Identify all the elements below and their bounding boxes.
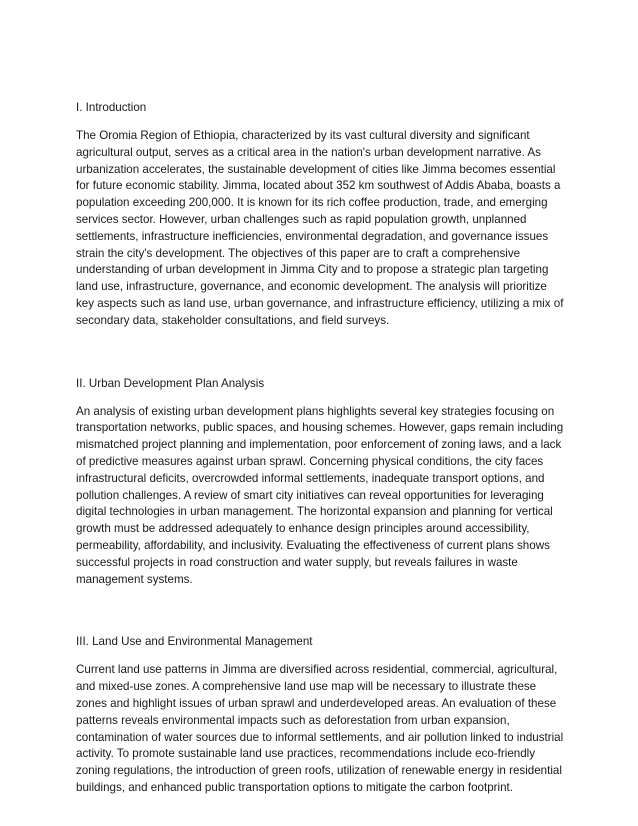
section-spacer <box>76 330 568 376</box>
section-paragraph: An analysis of existing urban development plans highlights several key strategies focusing on transportation networks, public spaces, and housing schemes. However, gaps remain including mismatched project planning and implementation, poor enforcement of zoning laws, and a lack of predictive measures against urban sprawl. Concerning physical conditions, the city faces infrastructural deficits, overcrowded informal settlements, inadequate transport options, and pollution challenges. A review of smart city initiatives can reveal opportunities for leveraging digital technologies in urban management. The horizontal expansion and planning for vertical growth must be addressed adequately to enhance design principles around accessibility, permeability, affordability, and inclusivity. Evaluating the effectiveness of current plans shows successful projects in road construction and water supply, but reveals failures in waste management systems. <box>76 404 564 586</box>
section-heading: III. Land Use and Environmental Management <box>76 635 313 649</box>
section-introduction <box>76 100 568 330</box>
section-urban-development-plan-analysis <box>76 376 568 589</box>
section-paragraph: Current land use patterns in Jimma are diversified across residential, commercial, agricultural, and mixed-use zones. A comprehensive land use map will be necessary to illustrate these zones and highlight issues of urban sprawl and underdeveloped areas. An evaluation of these patterns reveals environmental impacts such as deforestation from urban expansion, contamination of water sources due to informal settlements, and air pollution linked to industrial activity. To promote sustainable land use practices, recommendations include eco-friendly zoning regulations, the introduction of green roofs, utilization of renewable energy in residential buildings, and enhanced public transportation options to mitigate the carbon footprint. <box>76 663 564 794</box>
document-page <box>76 100 568 797</box>
section-heading: I. Introduction <box>76 101 147 114</box>
section-paragraph: The Oromia Region of Ethiopia, characterized by its vast cultural diversity and significant agricultural output, serves as a critical area in the nation's urban development narrative. As urbanization accelerates, the sustainable development of cities like Jimma becomes essential for future economic stability. Jimma, located about 352 km southwest of Addis Ababa, boasts a population exceeding 200,000. It is known for its rich coffee production, trade, and emerging services sector. However, urban challenges such as rapid population growth, unplanned settlements, infrastructure inefficiencies, environmental degradation, and governance issues strain the city's development. The objectives of this paper are to craft a comprehensive understanding of urban development in Jimma City and to propose a strategic plan targeting land use, infrastructure, governance, and economic development. The analysis will prioritize key aspects such as land use, urban governance, and infrastructure efficiency, utilizing a mix of secondary data, stakeholder consultations, and field surveys. <box>76 129 564 327</box>
section-land-use-environmental-management <box>76 634 568 796</box>
section-heading: II. Urban Development Plan Analysis <box>76 376 265 390</box>
section-spacer <box>76 588 568 634</box>
